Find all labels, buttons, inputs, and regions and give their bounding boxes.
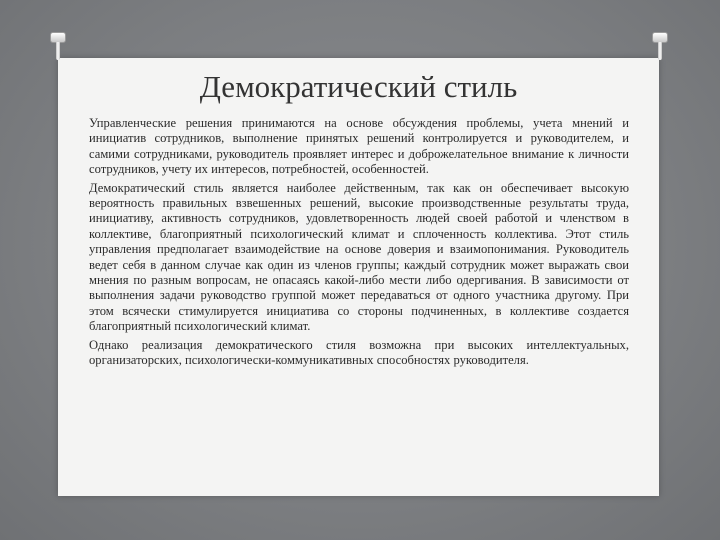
pushpin-needle: [658, 42, 662, 60]
pushpin-needle: [56, 42, 60, 60]
pushpin-icon: [50, 32, 66, 62]
pushpin-icon: [652, 32, 668, 62]
slide-body: [89, 116, 629, 372]
paragraph-3: Однако реализация демократического стиля возможна при высоких интеллектуальных, организаторских, психологически-коммуникативных способностях руководителя.: [89, 337, 629, 368]
slide-title: Демократический стиль: [199, 69, 518, 104]
paragraph-2: Демократический стиль является наиболее действенным, так как он обеспечивает высокую вероятность правильных взвешенных решений, высокие производственные результаты труда, инициативу, активность сотрудников, удовлетворенность людей своей работой и членством в коллективе, благоприятный психологический климат и сплоченность коллектива. Этот стиль управления предполагает взаимодействие на основе доверия и взаимопонимания. Руководитель ведет себя в данном случае как один из членов группы; каждый сотрудник может выражать свои мнения по разным вопросам, не опасаясь какой-либо мести либо одергивания. В зависимости от выполнения задачи руководство группой может передаваться от одного участника другому. При этом всячески стимулируется инициатива со стороны подчиненных, в коллективе создается благоприятный психологический климат.: [89, 180, 629, 334]
paragraph-1: Управленческие решения принимаются на основе обсуждения проблемы, учета мнений и инициатив сотрудников, выполнение принятых решений контролируется и руководителем, и самими сотрудниками, руководитель проявляет интерес и доброжелательное внимание к личности сотрудников, учету их интересов, потребностей, особенностей.: [89, 116, 629, 177]
